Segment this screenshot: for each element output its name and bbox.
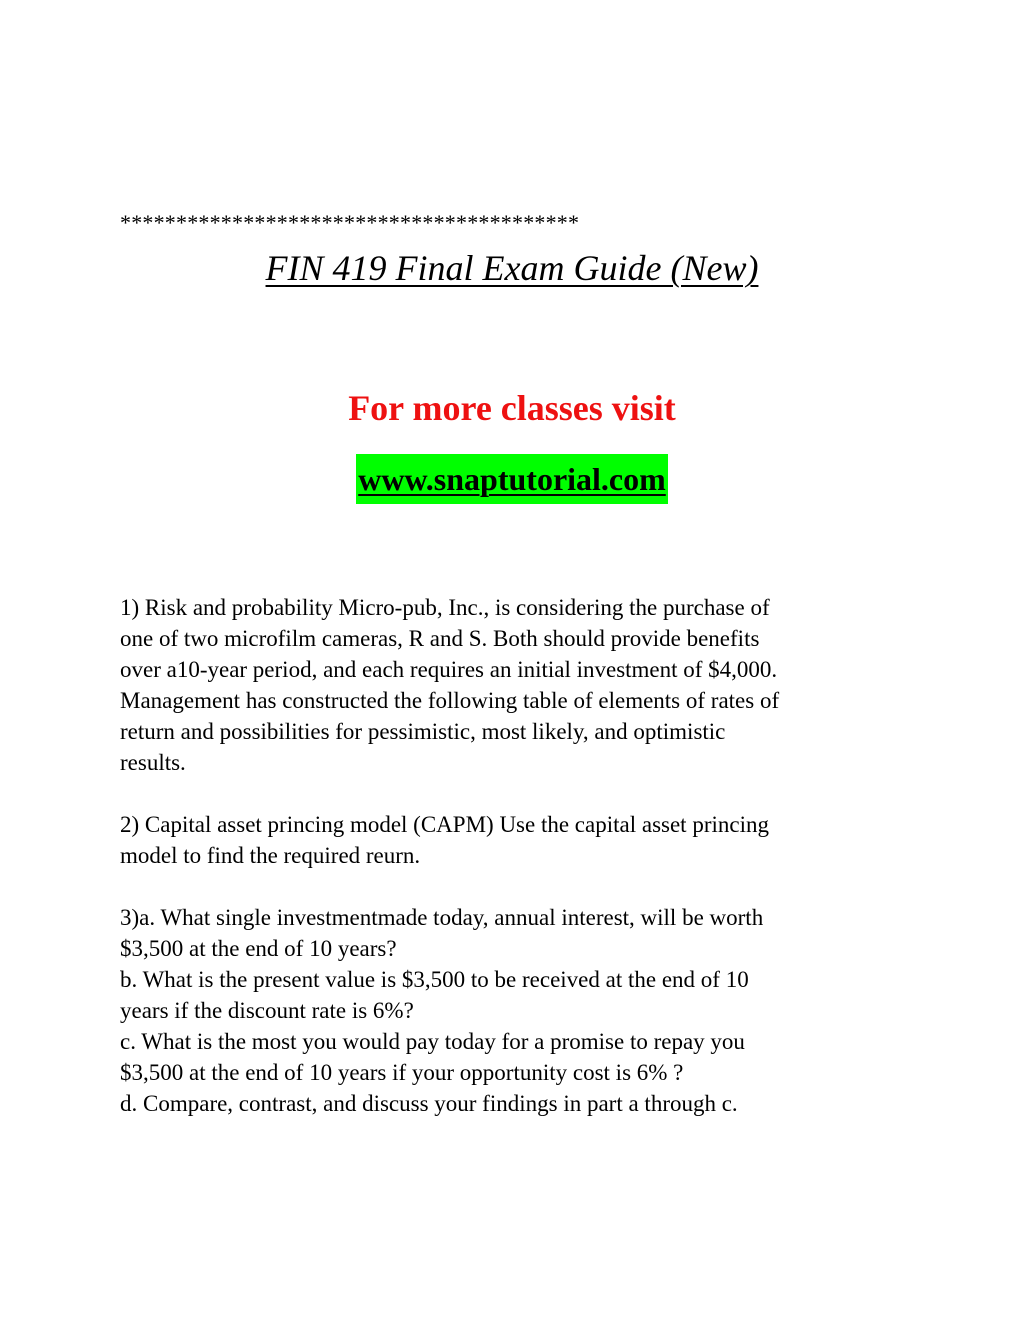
question-2-line: 2) Capital asset princing model (CAPM) Use the capital asset princing bbox=[120, 812, 769, 837]
question-1-line: 1) Risk and probability Micro-pub, Inc., is considering the purchase of bbox=[120, 595, 770, 620]
question-3-line: d. Compare, contrast, and discuss your findings in part a through c. bbox=[120, 1091, 738, 1116]
question-3-line: b. What is the present value is $3,500 to be received at the end of 10 bbox=[120, 967, 749, 992]
question-3-line: years if the discount rate is 6%? bbox=[120, 998, 414, 1023]
question-1-line: results. bbox=[120, 750, 186, 775]
question-1-line: over a10-year period, and each requires an initial investment of $4,000. bbox=[120, 657, 778, 682]
link-container bbox=[0, 454, 1024, 504]
question-2 bbox=[120, 809, 910, 871]
question-1-line: one of two microfilm cameras, R and S. Both should provide benefits bbox=[120, 626, 760, 651]
exam-questions bbox=[120, 592, 910, 1119]
question-1 bbox=[120, 592, 910, 778]
question-3-line: $3,500 at the end of 10 years? bbox=[120, 936, 397, 961]
page-title-text: FIN 419 Final Exam Guide (New) bbox=[265, 248, 759, 288]
separator-stars: ***************************************** bbox=[120, 210, 580, 235]
promo-text: For more classes visit bbox=[348, 388, 676, 428]
question-3-line: c. What is the most you would pay today for a promise to repay you bbox=[120, 1029, 745, 1054]
question-1-line: return and possibilities for pessimistic, most likely, and optimistic bbox=[120, 719, 726, 744]
question-3-line: 3)a. What single investmentmade today, annual interest, will be worth bbox=[120, 905, 764, 930]
website-link[interactable]: www.snaptutorial.com bbox=[356, 454, 668, 504]
page-title bbox=[0, 244, 1024, 292]
question-2-line: model to find the required reurn. bbox=[120, 843, 421, 868]
question-1-line: Management has constructed the following table of elements of rates of bbox=[120, 688, 780, 713]
question-3-line: $3,500 at the end of 10 years if your opportunity cost is 6% ? bbox=[120, 1060, 684, 1085]
question-3 bbox=[120, 902, 910, 1119]
